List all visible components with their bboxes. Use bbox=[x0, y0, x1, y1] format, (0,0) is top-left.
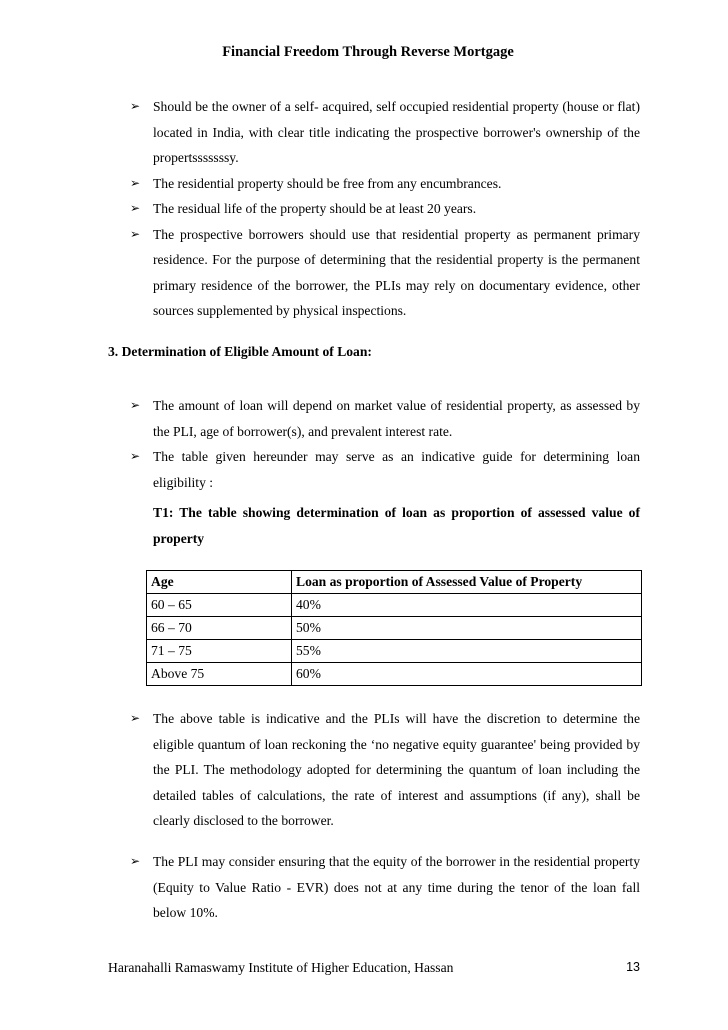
arrow-bullet-icon: ➢ bbox=[130, 449, 141, 463]
arrow-bullet-icon: ➢ bbox=[130, 175, 141, 190]
list-item: ➢ The table given hereunder may serve as an indicative guide for determining loan eligibility : bbox=[118, 444, 640, 495]
running-header bbox=[0, 44, 728, 61]
list-item: ➢ The above table is indicative and the PLIs will have the discretion to determine the eligible quantum of loan reckoning the ‘no negative equity guarantee' being provided by the PLI. The methodology adopted for determining the quantum of loan including the detailed tables of calculations, the rate of interest and assumptions (if any), shall be clearly disclosed to the borrower. bbox=[118, 706, 640, 834]
loan-amount-list bbox=[118, 393, 640, 495]
table-row bbox=[147, 640, 642, 663]
equity-list bbox=[118, 849, 640, 926]
table-row bbox=[147, 617, 642, 640]
header-title: Financial Freedom Through Reverse Mortgage bbox=[222, 44, 514, 60]
proportion-cell: 55% bbox=[292, 640, 642, 663]
list-item: ➢ The residential property should be free from any encumbrances. bbox=[118, 171, 640, 197]
table-header-row bbox=[147, 571, 642, 594]
age-cell: 60 – 65 bbox=[147, 594, 292, 617]
footer-institution: Haranahalli Ramaswamy Institute of Higher Education, Hassan bbox=[108, 960, 454, 975]
proportion-cell: 60% bbox=[292, 663, 642, 686]
column-header-age: Age bbox=[147, 571, 292, 594]
page-number: 13 bbox=[626, 960, 640, 974]
proportion-cell: 40% bbox=[292, 594, 642, 617]
list-item: ➢ Should be the owner of a self- acquired, self occupied residential property (house or flat) located in India, with clear title indicating the prospective borrower's ownership of the propertsssssssy. bbox=[118, 94, 640, 171]
list-item: ➢ The amount of loan will depend on market value of residential property, as assessed by the PLI, age of borrower(s), and prevalent interest rate. bbox=[118, 393, 640, 444]
loan-proportion-table bbox=[146, 570, 642, 686]
proportion-cell: 50% bbox=[292, 617, 642, 640]
arrow-bullet-icon: ➢ bbox=[130, 711, 141, 725]
arrow-bullet-icon: ➢ bbox=[130, 398, 141, 412]
arrow-bullet-icon: ➢ bbox=[130, 226, 141, 241]
table-row bbox=[147, 594, 642, 617]
list-item: ➢ The residual life of the property should be at least 20 years. bbox=[118, 196, 640, 222]
table-row bbox=[147, 663, 642, 686]
arrow-bullet-icon: ➢ bbox=[130, 201, 141, 215]
age-cell: Above 75 bbox=[147, 663, 292, 686]
table-caption: T1: The table showing determination of loan as proportion of assessed value of property bbox=[153, 505, 640, 546]
arrow-bullet-icon: ➢ bbox=[130, 99, 141, 113]
arrow-bullet-icon: ➢ bbox=[130, 854, 141, 868]
section-heading: 3. Determination of Eligible Amount of Loan: bbox=[108, 344, 372, 359]
list-item: ➢ The PLI may consider ensuring that the equity of the borrower in the residential property (Equity to Value Ratio - EVR) does not at any time during the tenor of the loan fall below 10%. bbox=[118, 849, 640, 926]
age-cell: 71 – 75 bbox=[147, 640, 292, 663]
eligibility-list bbox=[118, 94, 640, 324]
age-cell: 66 – 70 bbox=[147, 617, 292, 640]
discretion-list bbox=[118, 706, 640, 834]
list-item: ➢ The prospective borrowers should use that residential property as permanent primary residence. For the purpose of determining that the residential property is the permanent primary residence of the borrower, the PLIs may rely on documentary evidence, other sources supplemented by physical inspections. bbox=[118, 222, 640, 324]
column-header-loan-proportion: Loan as proportion of Assessed Value of Property bbox=[292, 571, 642, 594]
